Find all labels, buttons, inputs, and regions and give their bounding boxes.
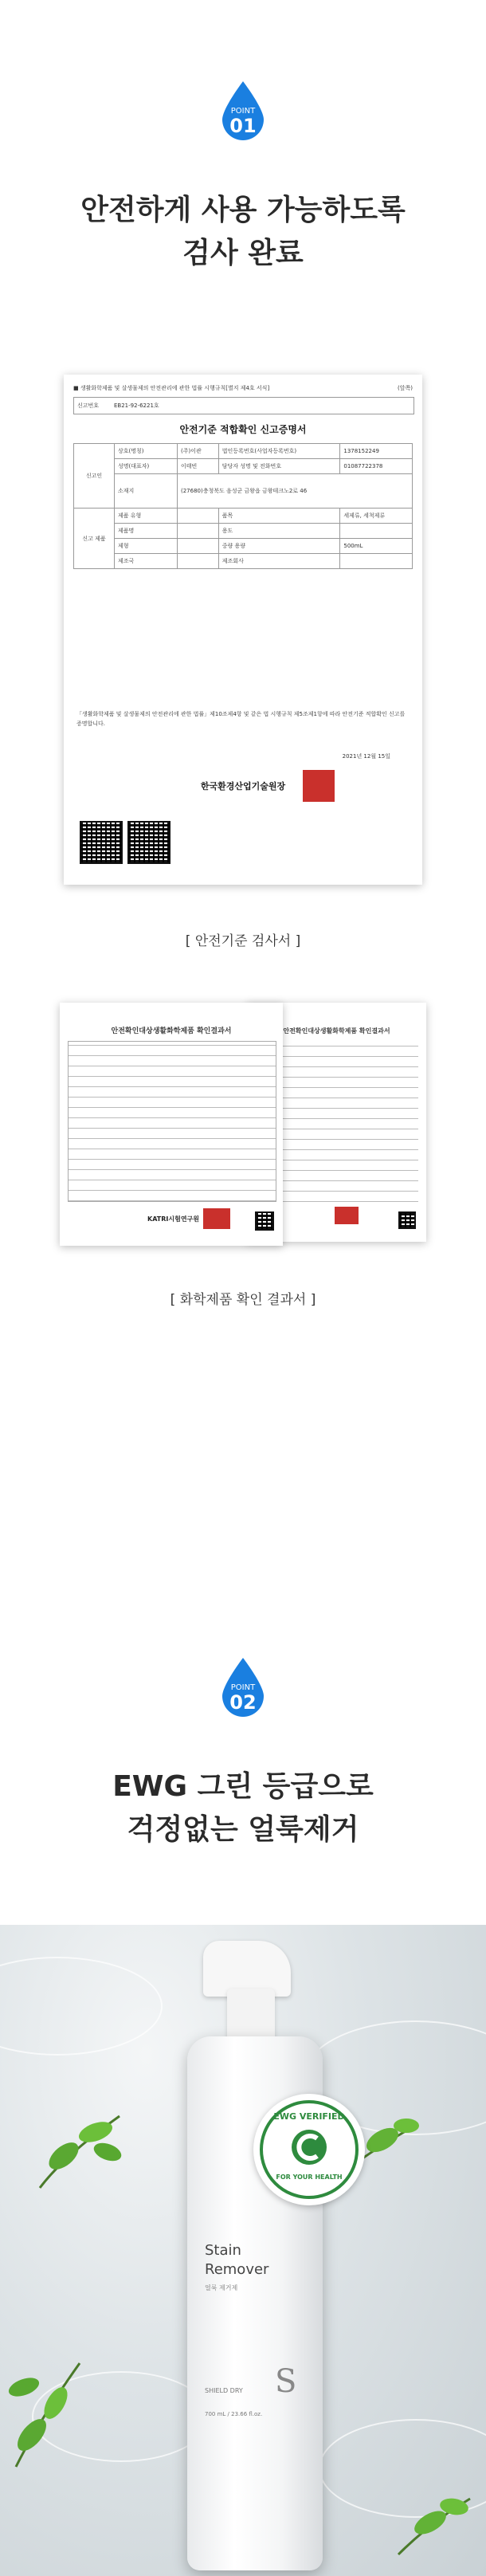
ewg-badge-top-text: EWG VERIFIED — [273, 2111, 345, 2122]
result-document-front-table — [68, 1041, 276, 1202]
cell: 제조회사 — [218, 554, 340, 569]
headline-1-line-1: 안전하게 사용 가능하도록 — [80, 194, 406, 226]
result-document-back-title: 안전확인대상생활화학제품 확인결과서 — [283, 1027, 390, 1035]
point-label: POINT — [230, 107, 256, 116]
table-row — [74, 524, 413, 539]
ewg-logo-icon — [289, 2127, 329, 2167]
cell — [178, 539, 219, 554]
result-qr-back — [398, 1211, 416, 1229]
point-02-drop — [219, 1656, 267, 1717]
cell: (27680)충청북도 음성군 금왕읍 금왕테크노2로 46 — [178, 474, 413, 509]
report-number-label: 신고번호 — [77, 402, 100, 409]
product-photo — [0, 1925, 486, 2576]
brand-logo-letter: S — [275, 2363, 297, 2400]
cell: 제품명 — [115, 524, 178, 539]
side-label-applicant: 신고인 — [74, 444, 115, 509]
ewg-verified-badge — [253, 2094, 365, 2205]
qr-code-2 — [127, 821, 170, 864]
water-ripple — [0, 1957, 163, 2056]
certificate-page-side: (앞쪽) — [398, 385, 413, 391]
cell: 품목 — [218, 509, 340, 524]
product-brand: SHIELD DRY — [205, 2387, 243, 2394]
safety-certificate — [64, 375, 422, 885]
headline-1-line-2: 검사 완료 — [182, 237, 304, 269]
caption-safety-certificate: [ 안전기준 검사서 ] — [185, 933, 301, 949]
result-issuer: KATRI시험연구원 — [147, 1215, 200, 1223]
leaf-icon — [0, 2355, 88, 2475]
table-row — [74, 554, 413, 569]
point-01-drop — [219, 80, 267, 140]
point-01-section — [0, 0, 486, 287]
certificate-top-note: ■ 생활화학제품 및 살생물제의 안전관리에 관한 법률 시행규칙[별지 제4호 서식] — [73, 385, 270, 391]
headline-2-line-1: EWG 그린 등급으로 — [112, 1770, 374, 1803]
cell: 제조국 — [115, 554, 178, 569]
cell: 용도 — [218, 524, 340, 539]
certificate-date: 2021년 12월 15일 — [342, 753, 390, 760]
cell — [178, 524, 219, 539]
leaf-icon — [390, 2475, 478, 2562]
headline-2-line-2: 걱정없는 얼룩제거 — [127, 1813, 359, 1846]
cell — [178, 554, 219, 569]
spray-bottle — [187, 1941, 323, 2570]
certificate-table — [73, 443, 413, 569]
qr-code-1 — [80, 821, 123, 864]
result-seal-front — [203, 1208, 230, 1229]
leaf-icon — [32, 2108, 127, 2196]
point-02-section — [0, 1642, 486, 1881]
table-row — [74, 474, 413, 509]
cell: 제품 유형 — [115, 509, 178, 524]
cell — [340, 554, 413, 569]
cell — [340, 524, 413, 539]
cell: 중량 용량 — [218, 539, 340, 554]
ewg-badge-bottom-text: FOR YOUR HEALTH — [276, 2174, 343, 2181]
product-subtitle: 얼룩 제거제 — [205, 2284, 238, 2291]
product-name-line-1: Stain — [205, 2242, 241, 2259]
cell: (주)이관 — [178, 444, 219, 459]
cell: 상호(명칭) — [115, 444, 178, 459]
cell: 성명(대표자) — [115, 459, 178, 474]
point-label: POINT — [230, 1683, 256, 1692]
point-number: 02 — [229, 1691, 257, 1714]
cell: 세제류, 세척제류 — [340, 509, 413, 524]
report-number: EB21-92-6221호 — [114, 402, 159, 409]
cell: 01087722378 — [340, 459, 413, 474]
table-row — [74, 509, 413, 524]
cell: 소재지 — [115, 474, 178, 509]
report-number-box — [73, 397, 414, 414]
caption-result-document: [ 화학제품 확인 결과서 ] — [170, 1292, 316, 1308]
cell: 법인등록번호(사업자등록번호) — [218, 444, 340, 459]
table-row — [74, 539, 413, 554]
product-volume: 700 mL / 23.66 fl.oz. — [205, 2411, 263, 2417]
table-row — [74, 459, 413, 474]
certificate-issuer: 한국환경산업기술원장 — [200, 781, 286, 791]
product-name-line-2: Remover — [205, 2261, 269, 2278]
cell: 담당자 성명 및 전화번호 — [218, 459, 340, 474]
side-label-product: 신고 제품 — [74, 509, 115, 569]
cell: 500mL — [340, 539, 413, 554]
cell: 제형 — [115, 539, 178, 554]
result-qr-front — [255, 1211, 274, 1231]
result-document-front-title: 안전확인대상생활화학제품 확인결과서 — [111, 1027, 232, 1035]
cell — [178, 509, 219, 524]
cell: 이태빈 — [178, 459, 219, 474]
certificate-title: 안전기준 적합확인 신고증명서 — [179, 424, 307, 435]
point-number: 01 — [229, 115, 257, 137]
result-document-front — [60, 1003, 283, 1246]
result-seal-back — [335, 1207, 359, 1224]
official-seal — [303, 770, 335, 802]
certificate-body-text: 「생활화학제품 및 살생물제의 안전관리에 관한 법률」제10조제4항 및 같은 법 시행규칙 제5조제1항에 따라 안전기준 적합확인 신고를 증명합니다. — [76, 711, 406, 727]
cell: 1378152249 — [340, 444, 413, 459]
table-row — [74, 444, 413, 459]
